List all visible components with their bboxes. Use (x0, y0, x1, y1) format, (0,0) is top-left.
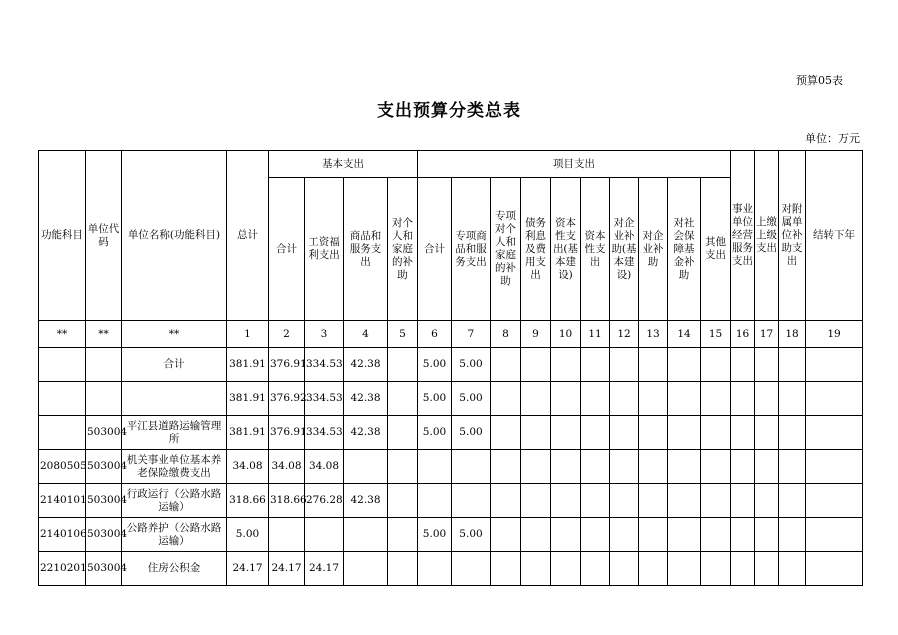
personal-cell (388, 552, 418, 586)
func-code-cell (39, 382, 86, 416)
func-code-cell: 2140106 (39, 518, 86, 552)
total-cell: 34.08 (227, 450, 269, 484)
salary-cell: 334.53 (305, 348, 344, 382)
proj-total-cell: 5.00 (418, 348, 452, 382)
basic-total-cell (269, 518, 305, 552)
proj-total-cell (418, 450, 452, 484)
empty-cell (491, 416, 521, 450)
unit-code-cell (86, 382, 122, 416)
empty-cell (639, 416, 668, 450)
salary-cell: 34.08 (305, 450, 344, 484)
goods-cell (344, 518, 388, 552)
salary-cell (305, 518, 344, 552)
unit-code-cell: 503004 (86, 552, 122, 586)
basic-total-cell: 376.91 (269, 416, 305, 450)
func-code-cell: 2210201 (39, 552, 86, 586)
index-cell: 2 (269, 321, 305, 348)
unit-name-cell: 公路养护（公路水路运输） (122, 518, 227, 552)
empty-cell (779, 450, 806, 484)
empty-cell (731, 552, 755, 586)
empty-cell (581, 518, 610, 552)
unit-code-cell: 503004 (86, 450, 122, 484)
table-row (39, 450, 863, 484)
empty-cell (731, 382, 755, 416)
table-row (39, 382, 863, 416)
empty-cell (581, 484, 610, 518)
header-func-code: 功能科目 (39, 151, 86, 321)
index-cell: 17 (755, 321, 779, 348)
header-debt: 债务利息及费用支出 (521, 178, 551, 321)
basic-total-cell: 34.08 (269, 450, 305, 484)
empty-cell (551, 416, 581, 450)
empty-cell (779, 348, 806, 382)
empty-cell (755, 348, 779, 382)
empty-cell (491, 552, 521, 586)
empty-cell (551, 348, 581, 382)
empty-cell (639, 382, 668, 416)
header-enterprise-basic: 对企业补助(基本建设) (610, 178, 639, 321)
empty-cell (521, 484, 551, 518)
empty-cell (731, 416, 755, 450)
unit-name-cell: 机关事业单位基本养老保险缴费支出 (122, 450, 227, 484)
special-goods-cell (452, 552, 491, 586)
index-cell: 11 (581, 321, 610, 348)
empty-cell (639, 518, 668, 552)
header-personal: 对个人和家庭的补助 (388, 178, 418, 321)
header-carry: 结转下年 (806, 151, 863, 321)
header-capital-basic: 资本性支出(基本建设) (551, 178, 581, 321)
empty-cell (731, 484, 755, 518)
header-total: 总计 (227, 151, 269, 321)
salary-cell: 334.53 (305, 382, 344, 416)
empty-cell (755, 450, 779, 484)
empty-cell (701, 382, 731, 416)
empty-cell (701, 348, 731, 382)
index-cell: 16 (731, 321, 755, 348)
empty-cell (581, 382, 610, 416)
empty-cell (521, 552, 551, 586)
empty-cell (639, 450, 668, 484)
header-project: 项目支出 (418, 151, 731, 178)
empty-cell (610, 382, 639, 416)
special-goods-cell: 5.00 (452, 348, 491, 382)
empty-cell (581, 348, 610, 382)
empty-cell (668, 518, 701, 552)
index-cell: 1 (227, 321, 269, 348)
empty-cell (806, 348, 863, 382)
unit-name-cell (122, 382, 227, 416)
empty-cell (610, 450, 639, 484)
empty-cell (610, 518, 639, 552)
index-cell: 9 (521, 321, 551, 348)
empty-cell (731, 450, 755, 484)
empty-cell (779, 484, 806, 518)
empty-cell (731, 518, 755, 552)
empty-cell (806, 552, 863, 586)
empty-cell (668, 484, 701, 518)
personal-cell (388, 348, 418, 382)
unit-name-cell: 平江县道路运输管理所 (122, 416, 227, 450)
basic-total-cell: 376.91 (269, 348, 305, 382)
index-cell: 3 (305, 321, 344, 348)
basic-total-cell: 24.17 (269, 552, 305, 586)
unit-label: 单位：万元 (805, 132, 860, 145)
index-cell: 7 (452, 321, 491, 348)
total-cell: 381.91 (227, 416, 269, 450)
empty-cell (581, 552, 610, 586)
header-upper: 上缴上级支出 (755, 151, 779, 321)
func-code-cell: 2140101 (39, 484, 86, 518)
goods-cell (344, 552, 388, 586)
index-cell: 15 (701, 321, 731, 348)
salary-cell: 24.17 (305, 552, 344, 586)
empty-cell (551, 552, 581, 586)
empty-cell (755, 416, 779, 450)
personal-cell (388, 450, 418, 484)
index-cell: 6 (418, 321, 452, 348)
empty-cell (806, 484, 863, 518)
total-cell: 318.66 (227, 484, 269, 518)
empty-cell (779, 518, 806, 552)
special-goods-cell: 5.00 (452, 382, 491, 416)
index-cell: 13 (639, 321, 668, 348)
goods-cell: 42.38 (344, 348, 388, 382)
empty-cell (701, 518, 731, 552)
header-social: 对社会保障基金补助 (668, 178, 701, 321)
header-subsidiary: 对附属单位补助支出 (779, 151, 806, 321)
func-code-cell: 2080505 (39, 450, 86, 484)
header-row-1 (39, 151, 863, 178)
func-code-cell (39, 416, 86, 450)
header-proj-total: 合计 (418, 178, 452, 321)
salary-cell: 276.28 (305, 484, 344, 518)
index-cell: 19 (806, 321, 863, 348)
empty-cell (581, 416, 610, 450)
empty-cell (668, 450, 701, 484)
empty-cell (610, 552, 639, 586)
basic-total-cell: 376.92 (269, 382, 305, 416)
empty-cell (610, 484, 639, 518)
empty-cell (581, 450, 610, 484)
goods-cell: 42.38 (344, 484, 388, 518)
personal-cell (388, 484, 418, 518)
empty-cell (491, 484, 521, 518)
header-unit-code: 单位代码 (86, 151, 122, 321)
empty-cell (779, 416, 806, 450)
empty-cell (806, 450, 863, 484)
table-row (39, 484, 863, 518)
empty-cell (701, 552, 731, 586)
header-goods: 商品和服务支出 (344, 178, 388, 321)
empty-cell (755, 382, 779, 416)
header-enterprise: 对企业补助 (639, 178, 668, 321)
proj-total-cell: 5.00 (418, 416, 452, 450)
personal-cell (388, 518, 418, 552)
header-unit-name: 单位名称(功能科目) (122, 151, 227, 321)
empty-cell (639, 484, 668, 518)
header-capital: 资本性支出 (581, 178, 610, 321)
empty-cell (551, 382, 581, 416)
empty-cell (551, 484, 581, 518)
goods-cell: 42.38 (344, 382, 388, 416)
table-row (39, 552, 863, 586)
basic-total-cell: 318.66 (269, 484, 305, 518)
empty-cell (806, 518, 863, 552)
unit-code-cell: 503004 (86, 518, 122, 552)
table-row (39, 518, 863, 552)
goods-cell (344, 450, 388, 484)
unit-name-cell: 行政运行（公路水路运输） (122, 484, 227, 518)
empty-cell (521, 416, 551, 450)
page-title: 支出预算分类总表 (377, 101, 521, 121)
goods-cell: 42.38 (344, 416, 388, 450)
header-special-personal: 专项对个人和家庭的补助 (491, 178, 521, 321)
unit-name-cell: 合计 (122, 348, 227, 382)
empty-cell (701, 416, 731, 450)
header-other: 其他支出 (701, 178, 731, 321)
empty-cell (491, 348, 521, 382)
special-goods-cell: 5.00 (452, 518, 491, 552)
empty-cell (755, 484, 779, 518)
header-basic-total: 合计 (269, 178, 305, 321)
empty-cell (668, 382, 701, 416)
special-goods-cell (452, 484, 491, 518)
empty-cell (491, 382, 521, 416)
unit-name-cell: 住房公积金 (122, 552, 227, 586)
empty-cell (491, 450, 521, 484)
total-cell: 381.91 (227, 348, 269, 382)
header-business: 事业单位经营服务支出 (731, 151, 755, 321)
index-cell: 4 (344, 321, 388, 348)
empty-cell (639, 348, 668, 382)
index-row (39, 321, 863, 348)
index-cell: 18 (779, 321, 806, 348)
form-number: 预算05表 (796, 74, 843, 87)
empty-cell (806, 382, 863, 416)
personal-cell (388, 382, 418, 416)
index-cell: 14 (668, 321, 701, 348)
empty-cell (755, 552, 779, 586)
empty-cell (551, 518, 581, 552)
empty-cell (755, 518, 779, 552)
func-code-cell (39, 348, 86, 382)
unit-code-cell: 503004 (86, 416, 122, 450)
empty-cell (806, 416, 863, 450)
empty-cell (779, 382, 806, 416)
table-row (39, 348, 863, 382)
data-body (39, 348, 863, 586)
empty-cell (521, 382, 551, 416)
empty-cell (610, 348, 639, 382)
unit-code-cell: 503004 (86, 484, 122, 518)
index-cell: 12 (610, 321, 639, 348)
empty-cell (610, 416, 639, 450)
empty-cell (521, 450, 551, 484)
index-cell: ** (122, 321, 227, 348)
special-goods-cell (452, 450, 491, 484)
salary-cell: 334.53 (305, 416, 344, 450)
proj-total-cell (418, 552, 452, 586)
total-cell: 381.91 (227, 382, 269, 416)
total-cell: 24.17 (227, 552, 269, 586)
empty-cell (491, 518, 521, 552)
budget-table (38, 150, 863, 586)
empty-cell (701, 450, 731, 484)
empty-cell (668, 416, 701, 450)
index-cell: 8 (491, 321, 521, 348)
empty-cell (521, 348, 551, 382)
total-cell: 5.00 (227, 518, 269, 552)
proj-total-cell: 5.00 (418, 518, 452, 552)
proj-total-cell (418, 484, 452, 518)
empty-cell (779, 552, 806, 586)
header-special-goods: 专项商品和服务支出 (452, 178, 491, 321)
empty-cell (701, 484, 731, 518)
empty-cell (668, 348, 701, 382)
unit-code-cell (86, 348, 122, 382)
header-salary: 工资福利支出 (305, 178, 344, 321)
index-cell: ** (86, 321, 122, 348)
special-goods-cell: 5.00 (452, 416, 491, 450)
index-cell: 10 (551, 321, 581, 348)
empty-cell (551, 450, 581, 484)
index-cell: 5 (388, 321, 418, 348)
personal-cell (388, 416, 418, 450)
header-basic: 基本支出 (269, 151, 418, 178)
empty-cell (521, 518, 551, 552)
empty-cell (639, 552, 668, 586)
empty-cell (668, 552, 701, 586)
empty-cell (731, 348, 755, 382)
proj-total-cell: 5.00 (418, 382, 452, 416)
table-row (39, 416, 863, 450)
index-cell: ** (39, 321, 86, 348)
